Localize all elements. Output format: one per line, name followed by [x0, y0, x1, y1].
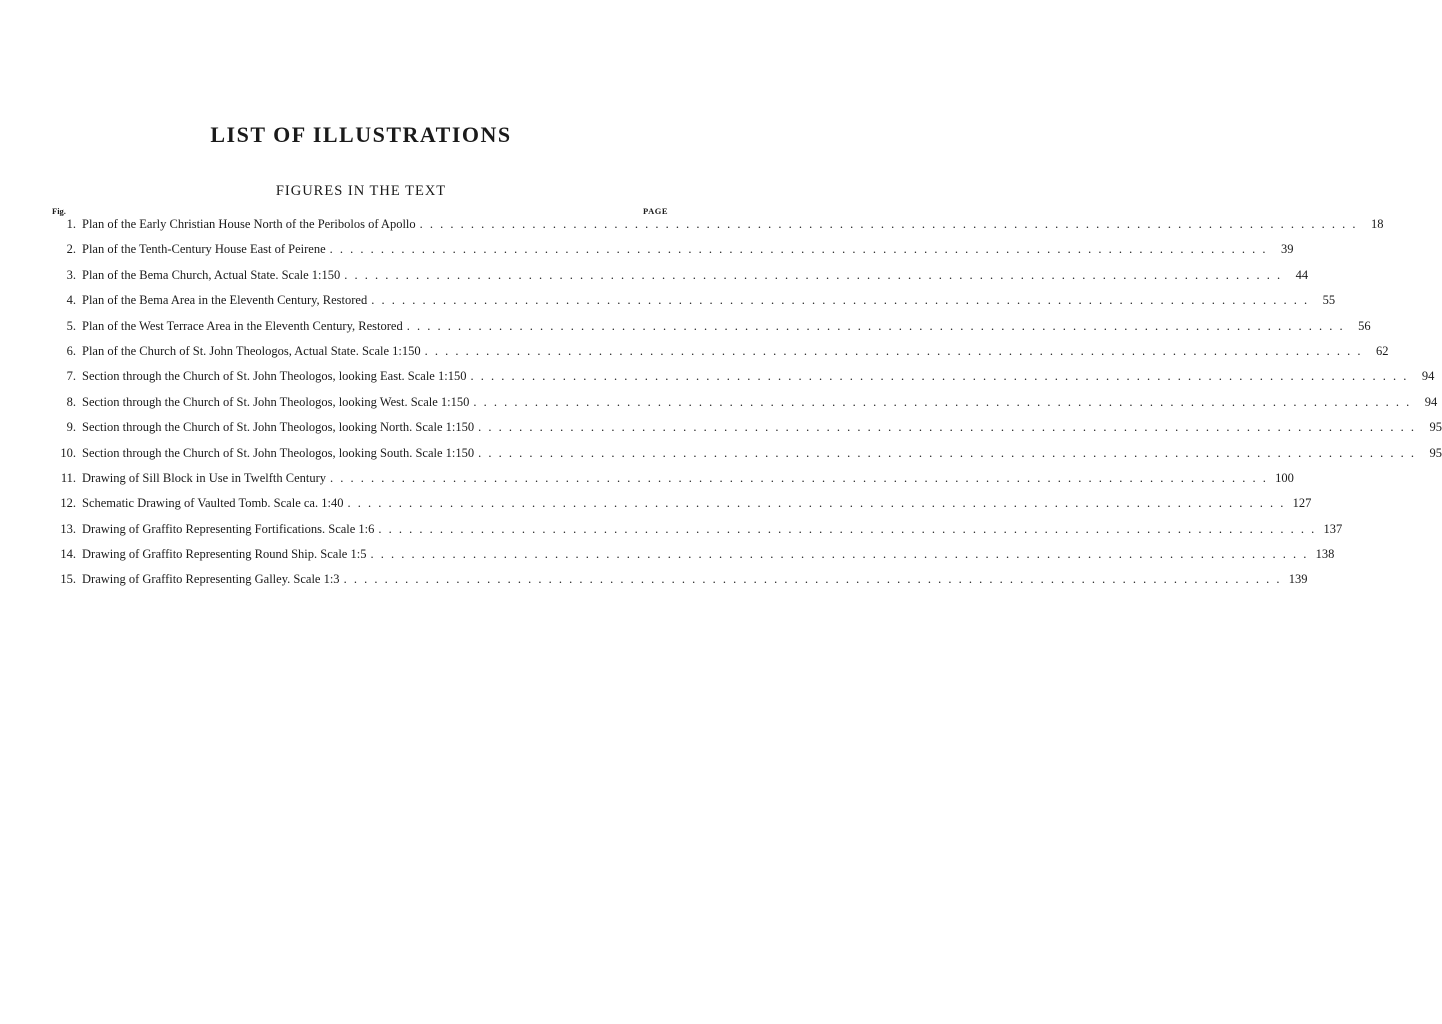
list-item: [52, 267, 1309, 293]
page-number: 56: [1358, 318, 1371, 333]
page-number: 39: [1281, 242, 1294, 257]
list-item: [52, 369, 1435, 394]
figure-caption: Plan of the Tenth-Century House East of Peirene: [82, 242, 326, 257]
dot-leader: [378, 522, 1316, 537]
page-number: 137: [1323, 521, 1343, 536]
figure-caption: Drawing of Graffito Representing Galley. Scale 1:3: [82, 572, 340, 587]
list-item: [52, 217, 1384, 242]
figure-caption: Section through the Church of St. John Theologos, looking West. Scale 1:150: [82, 394, 470, 409]
page-number: 55: [1322, 293, 1336, 308]
page-number: 62: [1376, 343, 1389, 358]
dot-leader: [344, 268, 1282, 283]
illustrations-list: [52, 217, 1442, 598]
list-item: [52, 470, 1294, 496]
list-item: [52, 242, 1294, 267]
list-item: [52, 293, 1336, 318]
dot-leader: [420, 217, 1358, 232]
column-header-page: PAGE: [643, 206, 668, 216]
dot-leader: [478, 446, 1416, 461]
figure-number: 9.: [66, 420, 76, 435]
figure-caption: Drawing of Graffito Representing Round Ship. Scale 1:5: [82, 547, 367, 562]
figure-number: 3.: [66, 267, 76, 282]
dot-leader: [407, 319, 1345, 334]
dot-leader: [425, 344, 1363, 359]
figure-number: 13.: [60, 521, 76, 536]
figure-caption: Section through the Church of St. John Theologos, looking North. Scale 1:150: [82, 420, 475, 435]
list-item: [52, 343, 1389, 369]
page-number: 95: [1429, 445, 1442, 460]
column-header-fig: Fig.: [52, 206, 66, 216]
dot-leader: [330, 471, 1268, 486]
list-item: [52, 547, 1335, 572]
figure-caption: Section through the Church of St. John Theologos, looking East. Scale 1:150: [82, 369, 467, 384]
page-number: 138: [1315, 547, 1335, 562]
figure-caption: Schematic Drawing of Vaulted Tomb. Scale ca. 1:40: [82, 496, 344, 511]
figure-number: 5.: [66, 318, 76, 333]
list-item: [52, 394, 1438, 420]
figure-caption: Plan of the Bema Church, Actual State. Scale 1:150: [82, 267, 341, 282]
dot-leader: [347, 496, 1285, 511]
figure-caption: Drawing of Sill Block in Use in Twelfth Century: [82, 470, 327, 485]
figure-number: 6.: [66, 343, 76, 358]
figure-number: 7.: [66, 369, 76, 384]
figure-number: 10.: [60, 445, 76, 460]
page-number: 94: [1421, 369, 1435, 384]
dot-leader: [473, 395, 1411, 410]
figure-number: 11.: [60, 470, 76, 485]
page-number: 18: [1371, 217, 1384, 231]
figure-number: 14.: [60, 547, 76, 562]
figure-number: 12.: [60, 496, 76, 511]
figure-number: 1.: [66, 217, 76, 231]
figure-caption: Plan of the West Terrace Area in the Eleventh Century, Restored: [82, 318, 403, 333]
figure-caption: Plan of the Church of St. John Theologos, Actual State. Scale 1:150: [82, 343, 421, 358]
dot-leader: [371, 293, 1309, 308]
section-heading: FIGURES IN THE TEXT: [275, 183, 447, 199]
list-item: [52, 521, 1343, 547]
list-item: [52, 445, 1442, 471]
page-number: 139: [1288, 572, 1308, 587]
list-item: [52, 318, 1371, 344]
figure-caption: Section through the Church of St. John Theologos, looking South. Scale 1:150: [82, 445, 475, 460]
figure-number: 2.: [66, 242, 76, 257]
page-number: 95: [1429, 420, 1442, 435]
figure-caption: Drawing of Graffito Representing Fortifications. Scale 1:6: [82, 521, 375, 536]
figure-number: 4.: [66, 293, 76, 308]
dot-leader: [330, 242, 1268, 257]
figure-caption: Plan of the Bema Area in the Eleventh Century, Restored: [82, 293, 368, 308]
page-number: 94: [1424, 394, 1438, 409]
page-number: 100: [1275, 470, 1294, 485]
figure-number: 8.: [66, 394, 76, 409]
page-number: 127: [1292, 496, 1312, 511]
list-item: [52, 572, 1308, 597]
dot-leader: [344, 572, 1282, 587]
list-item: [52, 496, 1312, 521]
list-item: [52, 420, 1442, 445]
figure-number: 15.: [60, 572, 76, 587]
figure-caption: Plan of the Early Christian House North of the Peribolos of Apollo: [82, 217, 416, 231]
dot-leader: [470, 369, 1408, 384]
page-number: 44: [1295, 267, 1309, 282]
dot-leader: [370, 547, 1308, 562]
page-title: LIST OF ILLUSTRATIONS: [210, 122, 512, 147]
dot-leader: [478, 420, 1416, 435]
